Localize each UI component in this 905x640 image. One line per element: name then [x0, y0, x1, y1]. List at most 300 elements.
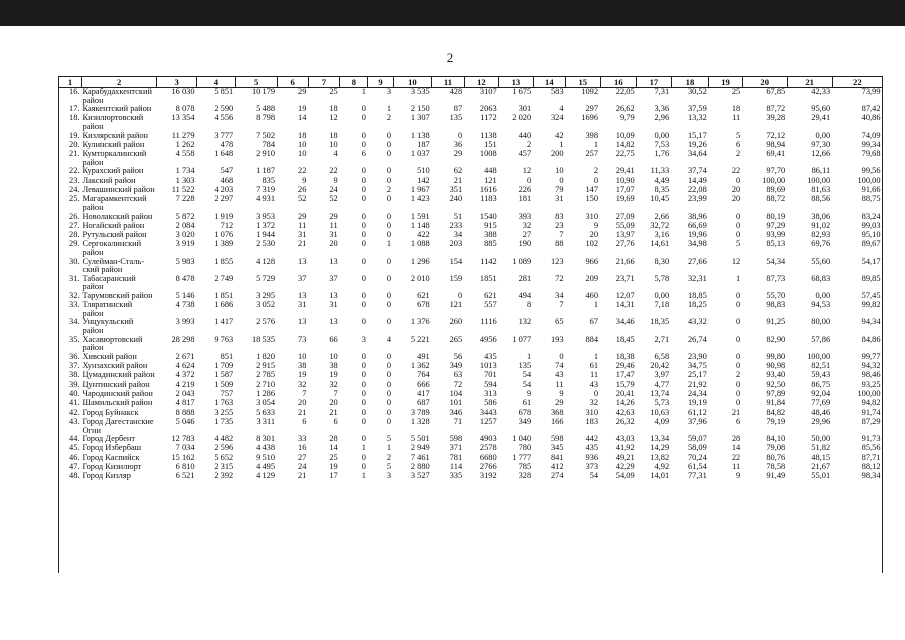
value-cell: 3 255	[214, 408, 234, 417]
column-header: 10	[393, 77, 432, 88]
value-cell: 99,34	[861, 140, 881, 149]
value-cell: 87,72	[766, 105, 786, 114]
value-cell: 3 527	[410, 472, 430, 481]
value-cell: 2 915	[256, 362, 276, 371]
value-cell: 37,59	[687, 105, 707, 114]
value-cell: 8 078	[175, 105, 195, 114]
row-number-cell: 33.	[69, 301, 80, 310]
value-cell: 10,09	[615, 131, 635, 140]
value-cell: 4 482	[214, 435, 234, 444]
value-cell: 0	[386, 231, 392, 240]
value-cell: 11 522	[171, 186, 195, 195]
value-cell: 15 162	[171, 453, 195, 462]
value-cell: 17,47	[615, 371, 635, 380]
value-cell: 42	[555, 131, 564, 140]
value-cell: 11	[732, 114, 741, 123]
value-cell: 18	[298, 131, 307, 140]
value-cell: 121	[449, 301, 463, 310]
district-name-cell: Табасаранский район	[82, 274, 136, 292]
value-cell: 98,46	[861, 371, 881, 380]
value-cell: 3,97	[654, 371, 670, 380]
value-cell: 29	[453, 150, 463, 159]
value-cell: 1257	[479, 417, 497, 426]
value-cell: 1851	[479, 274, 497, 283]
value-cell: 10	[555, 167, 564, 176]
value-cell: 61	[522, 399, 532, 408]
district-name-cell: Левашинский район	[82, 186, 155, 195]
table-row	[59, 336, 883, 353]
value-cell: 0	[386, 131, 392, 140]
value-cell: 42,29	[615, 463, 635, 471]
row-number-cell: 26.	[69, 212, 80, 221]
value-cell: 265	[449, 335, 463, 344]
value-cell: 21,66	[615, 257, 635, 266]
value-cell: 147	[585, 186, 599, 195]
value-cell: 32	[589, 399, 599, 408]
value-cell: 72	[555, 274, 564, 283]
value-cell: 666	[417, 380, 430, 389]
value-cell: 15,79	[615, 380, 635, 389]
value-cell: 5 221	[410, 335, 430, 344]
value-cell: 61,12	[687, 408, 707, 417]
value-cell: 260	[449, 318, 463, 327]
value-cell: 0	[386, 257, 392, 266]
value-cell: 3	[368, 88, 393, 106]
value-cell: 757	[220, 390, 234, 399]
value-cell: 3 054	[256, 399, 276, 408]
value-cell: 2	[386, 114, 392, 123]
value-cell: 54	[522, 371, 532, 380]
column-header: 15	[566, 77, 601, 88]
value-cell: 0	[361, 408, 366, 417]
value-cell: 233	[449, 221, 463, 230]
value-cell: 102	[585, 240, 599, 249]
row-number-cell: 34.	[69, 318, 80, 327]
value-cell: 780	[518, 444, 532, 453]
value-cell: 0	[386, 195, 392, 204]
value-cell: 14,26	[615, 399, 635, 408]
value-cell: 61	[589, 362, 599, 371]
value-cell: 10	[298, 140, 307, 149]
value-cell: 0	[361, 195, 366, 204]
row-number-cell: 40.	[69, 390, 80, 399]
value-cell: 7 228	[175, 195, 195, 204]
value-cell: 11 279	[171, 131, 195, 140]
value-cell: 24	[329, 186, 338, 195]
value-cell: 6	[736, 417, 741, 426]
value-cell: 0	[386, 150, 392, 159]
value-cell: 478	[220, 140, 234, 149]
value-cell: 81,63	[811, 186, 831, 195]
value-cell: 66,69	[687, 221, 707, 230]
column-header: 22	[832, 77, 882, 88]
column-header: 12	[464, 77, 499, 88]
value-cell: 13,82	[650, 453, 670, 462]
value-cell: 83,24	[861, 212, 881, 221]
value-cell: 100,00	[857, 176, 881, 185]
value-cell: 9	[559, 390, 564, 399]
value-cell: 0,00	[815, 131, 831, 140]
table-row	[59, 371, 883, 380]
value-cell: 94,82	[861, 399, 881, 408]
district-name-cell: Каякентский район	[82, 105, 152, 114]
value-cell: 2 785	[256, 371, 276, 380]
value-cell: 31	[329, 301, 338, 310]
value-cell: 0	[736, 390, 741, 399]
value-cell: 22,05	[600, 88, 637, 106]
row-number-cell: 17.	[69, 105, 80, 114]
value-cell: 2 010	[410, 274, 430, 283]
value-cell: 0	[386, 167, 392, 176]
value-cell: 142	[417, 176, 430, 185]
value-cell: 151	[484, 140, 497, 149]
value-cell: 34	[453, 231, 463, 240]
value-cell: 48,15	[811, 453, 831, 462]
value-cell: 88,75	[861, 195, 881, 204]
value-cell: 20	[731, 186, 741, 195]
value-cell: 1	[386, 444, 392, 453]
table-row	[59, 353, 883, 362]
value-cell: 1172	[480, 114, 497, 123]
value-cell: 65	[555, 318, 564, 327]
value-cell: 87,73	[766, 274, 786, 283]
column-header: 19	[709, 77, 742, 88]
value-cell: 2 710	[256, 380, 276, 389]
value-cell: 18	[731, 105, 741, 114]
district-name-cell: Унцукульский район	[82, 318, 134, 336]
value-cell: 193	[550, 335, 564, 344]
value-cell: 5 851	[197, 88, 236, 106]
value-cell: 27,66	[687, 257, 707, 266]
value-cell: 74	[555, 362, 564, 371]
value-cell: 10	[298, 150, 307, 159]
value-cell: 440	[518, 131, 532, 140]
value-cell: 0	[386, 291, 392, 300]
value-cell: 14,01	[650, 472, 670, 481]
value-cell: 5,78	[654, 274, 670, 283]
value-cell: 32	[522, 221, 532, 230]
district-name-cell: Чародинский район	[82, 390, 153, 399]
value-cell: 1 763	[214, 399, 234, 408]
value-cell: 6,58	[654, 352, 670, 361]
scan-top-edge	[0, 0, 905, 26]
value-cell: 34,98	[687, 240, 707, 249]
value-cell: 29,41	[615, 167, 635, 176]
value-cell: 701	[484, 371, 497, 380]
value-cell: 328	[518, 472, 532, 481]
value-cell: 1 138	[410, 131, 430, 140]
district-name-cell: Курахский район	[82, 167, 144, 176]
row-number-cell: 19.	[69, 131, 80, 140]
value-cell: 23,90	[687, 352, 707, 361]
table-row	[59, 292, 883, 301]
value-cell: 135	[449, 114, 463, 123]
value-cell: 21	[298, 408, 307, 417]
value-cell: 72	[453, 380, 463, 389]
value-cell: 346	[449, 408, 463, 417]
value-cell: 95,60	[811, 105, 831, 114]
value-cell: 0	[559, 176, 564, 185]
value-cell: 785	[518, 463, 532, 471]
row-number-cell: 29.	[69, 240, 80, 249]
value-cell: 56	[453, 352, 463, 361]
value-cell: 1 735	[214, 417, 234, 426]
value-cell: 11	[329, 221, 338, 230]
value-cell: 74,09	[861, 131, 881, 140]
column-header: 14	[533, 77, 565, 88]
value-cell: 547	[220, 167, 234, 176]
value-cell: 79,19	[766, 417, 786, 426]
value-cell: 34,75	[687, 362, 707, 371]
value-cell: 87	[453, 105, 463, 114]
value-cell: 52	[298, 195, 307, 204]
value-cell: 59,07	[687, 435, 707, 444]
value-cell: 42,33	[787, 88, 832, 106]
value-cell: 8,35	[654, 186, 670, 195]
value-cell: 966	[585, 257, 599, 266]
value-cell: 20	[731, 195, 741, 204]
value-cell: 0	[386, 352, 392, 361]
value-cell: 4 817	[175, 399, 195, 408]
table-row	[59, 222, 883, 231]
value-cell: 885	[484, 240, 497, 249]
value-cell: 21	[453, 176, 463, 185]
table-header-row	[59, 77, 883, 88]
value-cell: 2 297	[214, 195, 234, 204]
value-cell: 18,45	[615, 335, 635, 344]
value-cell: 26,32	[615, 417, 635, 426]
value-cell: 29	[329, 212, 338, 221]
row-number-cell: 37.	[69, 362, 80, 371]
value-cell: 94,34	[861, 318, 881, 327]
value-cell: 20,42	[650, 362, 670, 371]
value-cell: 100,00	[857, 390, 881, 399]
table-row	[59, 231, 883, 240]
value-cell: 349	[449, 362, 463, 371]
value-cell: 100,00	[807, 352, 831, 361]
value-cell: 0	[736, 318, 741, 327]
value-cell: 99,56	[861, 167, 881, 176]
value-cell: 0	[386, 399, 392, 408]
value-cell: 48,46	[811, 408, 831, 417]
column-header: 4	[197, 77, 236, 88]
value-cell: 84,82	[766, 408, 786, 417]
value-cell: 94,32	[861, 362, 881, 371]
row-number-cell: 41.	[69, 399, 80, 408]
value-cell: 586	[484, 399, 497, 408]
value-cell: 1 296	[410, 257, 430, 266]
value-cell: 274	[550, 472, 564, 481]
value-cell: 43	[555, 371, 564, 380]
district-name-cell: Город Кизляр	[82, 472, 131, 481]
value-cell: 57,45	[861, 291, 881, 300]
value-cell: 34,64	[687, 150, 707, 159]
column-header: 13	[499, 77, 534, 88]
value-cell: 32,72	[650, 221, 670, 230]
value-cell: 93,40	[766, 371, 786, 380]
value-cell: 19	[298, 371, 307, 380]
value-cell: 1 262	[175, 140, 195, 149]
value-cell: 0	[386, 274, 392, 283]
value-cell: 67	[589, 318, 599, 327]
value-cell: 80,19	[766, 212, 786, 221]
value-cell: 27,09	[615, 212, 635, 221]
value-cell: 4956	[479, 335, 497, 344]
district-name-cell: Рутульский район	[82, 231, 147, 240]
value-cell: 5	[386, 435, 392, 444]
value-cell: 97,70	[766, 167, 786, 176]
value-cell: 371	[449, 444, 463, 453]
value-cell: 29,41	[811, 114, 831, 123]
value-cell: 3107	[464, 88, 499, 106]
district-name-cell: Тляратинский район	[82, 301, 133, 318]
value-cell: 0	[736, 335, 741, 344]
value-cell: 14,82	[615, 140, 635, 149]
value-cell: 159	[449, 274, 463, 283]
value-cell: 89,69	[766, 186, 786, 195]
value-cell: 1 089	[512, 257, 532, 266]
value-cell: 29	[277, 88, 308, 106]
value-cell: 510	[417, 167, 430, 176]
value-cell: 4 372	[175, 371, 195, 380]
value-cell: 0	[386, 417, 392, 426]
column-header: 16	[600, 77, 637, 88]
value-cell: 14,31	[615, 301, 635, 310]
value-cell: 1013	[479, 362, 497, 371]
value-cell: 7,31	[637, 88, 672, 106]
value-cell: 87,29	[861, 417, 881, 426]
district-name-cell: Новолакский район	[82, 212, 153, 221]
value-cell: 91,73	[861, 435, 881, 444]
value-cell: 104	[449, 390, 463, 399]
value-cell: 54,09	[615, 472, 635, 481]
value-cell: 781	[449, 453, 463, 462]
value-cell: 19	[329, 463, 338, 471]
value-cell: 598	[550, 435, 564, 444]
value-cell: 0,00	[815, 291, 831, 300]
value-cell: 135	[518, 362, 532, 371]
value-cell: 2 590	[214, 105, 234, 114]
value-cell: 3 020	[175, 231, 195, 240]
value-cell: 7	[333, 390, 338, 399]
value-cell: 59,43	[811, 371, 831, 380]
table-row	[59, 435, 883, 444]
value-cell: 32	[329, 380, 338, 389]
value-cell: 19	[298, 105, 307, 114]
value-cell: 0	[361, 318, 366, 327]
value-cell: 28 298	[171, 335, 195, 344]
value-cell: 92,50	[766, 380, 786, 389]
value-cell: 19,26	[687, 140, 707, 149]
value-cell: 5 872	[175, 212, 195, 221]
value-cell: 1 423	[410, 195, 430, 204]
value-cell: 79,08	[766, 444, 786, 453]
value-cell: 13	[329, 318, 338, 327]
value-cell: 9,79	[619, 114, 635, 123]
value-cell: 2766	[479, 463, 497, 471]
value-cell: 10	[329, 140, 338, 149]
value-cell: 32	[298, 380, 307, 389]
value-cell: 1 077	[512, 335, 532, 344]
value-cell: 31	[298, 231, 307, 240]
value-cell: 2 910	[256, 150, 276, 159]
table-row	[59, 240, 883, 257]
value-cell: 8,30	[654, 257, 670, 266]
value-cell: 29,96	[811, 417, 831, 426]
value-cell: 50,00	[811, 435, 831, 444]
value-cell: 1 855	[214, 257, 234, 266]
value-cell: 448	[484, 167, 497, 176]
value-cell: 21	[329, 408, 338, 417]
value-cell: 428	[432, 88, 464, 106]
value-cell: 11	[298, 221, 307, 230]
value-cell: 0	[361, 257, 366, 266]
value-cell: 7 502	[256, 131, 276, 140]
value-cell: 5 729	[256, 274, 276, 283]
row-number-cell: 24.	[69, 186, 80, 195]
value-cell: 915	[484, 221, 497, 230]
row-number-cell: 25.	[69, 195, 80, 204]
value-cell: 55,09	[615, 221, 635, 230]
value-cell: 1	[340, 88, 368, 106]
value-cell: 17,07	[615, 186, 635, 195]
value-cell: 72,12	[766, 131, 786, 140]
value-cell: 8 888	[175, 408, 195, 417]
value-cell: 20	[298, 399, 307, 408]
value-cell: 99,80	[766, 352, 786, 361]
value-cell: 7,53	[654, 140, 670, 149]
value-cell: 5 983	[175, 257, 195, 266]
value-cell: 52	[329, 195, 338, 204]
value-cell: 19,19	[687, 399, 707, 408]
value-cell: 1008	[479, 150, 497, 159]
value-cell: 4 495	[256, 463, 276, 471]
value-cell: 93,99	[766, 231, 786, 240]
value-cell: 598	[449, 435, 463, 444]
value-cell: 29,46	[615, 362, 635, 371]
value-cell: 3443	[479, 408, 497, 417]
value-cell: 301	[518, 105, 532, 114]
column-header: 5	[235, 77, 277, 88]
value-cell: 62	[453, 167, 463, 176]
value-cell: 1	[736, 274, 741, 283]
value-cell: 1 389	[214, 240, 234, 249]
value-cell: 7 319	[256, 186, 276, 195]
value-cell: 4	[386, 335, 392, 344]
value-cell: 388	[484, 231, 497, 240]
district-name-cell: Кумторкалинский район	[82, 150, 147, 167]
value-cell: 4,92	[654, 463, 670, 471]
value-cell: 3 993	[175, 318, 195, 327]
value-cell: 30,52	[671, 88, 709, 106]
value-cell: 83	[555, 212, 564, 221]
value-cell: 10,45	[650, 195, 670, 204]
table-row	[59, 454, 883, 463]
value-cell: 97,29	[766, 221, 786, 230]
value-cell: 9 763	[214, 335, 234, 344]
value-cell: 55,01	[811, 472, 831, 481]
value-cell: 2 020	[512, 114, 532, 123]
value-cell: 23	[555, 221, 564, 230]
value-cell: 0	[736, 352, 741, 361]
value-cell: 0	[361, 435, 366, 444]
value-cell: 2 949	[410, 444, 430, 453]
value-cell: 92,04	[811, 390, 831, 399]
value-cell: 594	[484, 380, 497, 389]
row-number-cell: 22.	[69, 167, 80, 176]
value-cell: 25	[308, 88, 339, 106]
value-cell: 99,03	[861, 221, 881, 230]
